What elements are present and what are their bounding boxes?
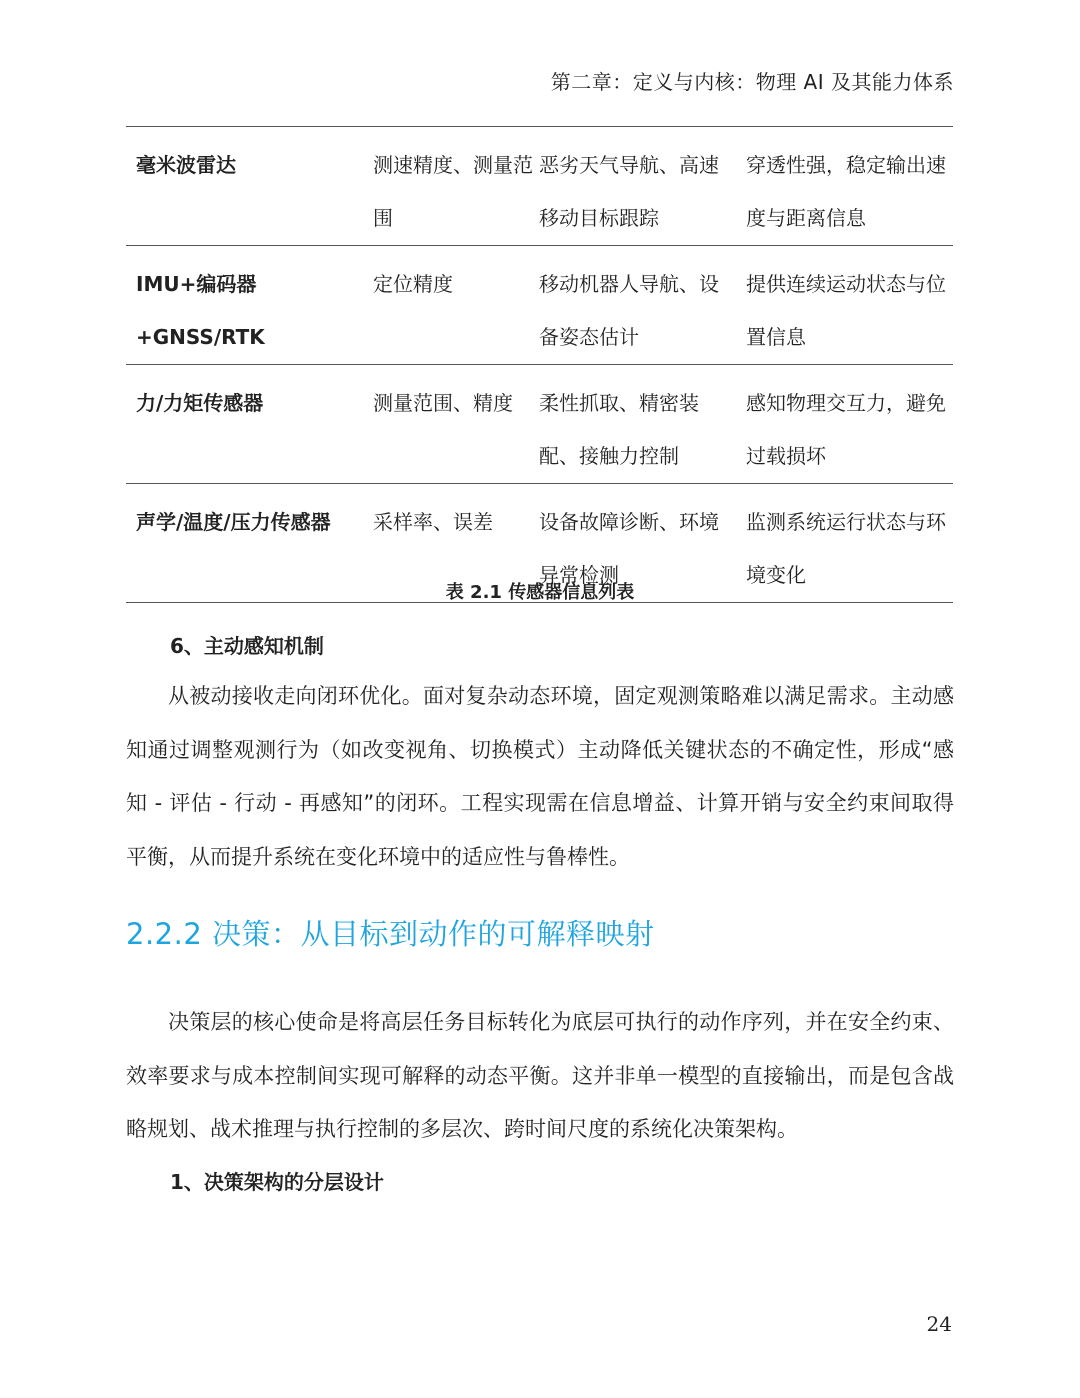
page-number: 24 [926,1312,952,1336]
scenario-cell: 恶劣天气导航、高速移动目标跟踪 [538,127,744,246]
table-row [126,127,953,246]
subsection-heading: 1、决策架构的分层设计 [170,1170,384,1194]
metric-cell: 定位精度 [363,246,538,365]
table-row [126,246,953,365]
sensor-cell: 声学/温度/压力传感器 [126,484,363,603]
sensor-table [126,127,953,603]
section-heading: 2.2.2 决策：从目标到动作的可解释映射 [126,917,655,951]
value-cell: 监测系统运行状态与环境变化 [744,484,953,603]
sensor-cell: IMU+编码器+GNSS/RTK [126,246,363,365]
metric-cell: 测量范围、精度 [363,365,538,484]
scenario-cell: 设备故障诊断、环境异常检测 [538,484,744,603]
value-cell: 穿透性强，稳定输出速度与距离信息 [744,127,953,246]
section-6-heading: 6、主动感知机制 [170,634,324,658]
page-header: 第二章：定义与内核：物理 AI 及其能力体系 [550,70,954,94]
scenario-cell: 移动机器人导航、设备姿态估计 [538,246,744,365]
section-6-paragraph: 从被动接收走向闭环优化。面对复杂动态环境，固定观测策略难以满足需求。主动感知通过调整观测行为（如改变视角、切换模式）主动降低关键状态的不确定性，形成“感知 - 评估 - 行动 - 再感知”的闭环。工程实现需在信息增益、计算开销与安全约束间取得平衡，从而提升系统在变化环境中的适应性与鲁棒性。 [126,684,954,869]
sensor-cell: 毫米波雷达 [126,127,363,246]
table-row [126,365,953,484]
value-cell: 感知物理交互力，避免过载损坏 [744,365,953,484]
section-222-paragraph: 决策层的核心使命是将高层任务目标转化为底层可执行的动作序列，并在安全约束、效率要求与成本控制间实现可解释的动态平衡。这并非单一模型的直接输出，而是包含战略规划、战术推理与执行控制的多层次、跨时间尺度的系统化决策架构。 [126,1010,954,1141]
table-caption: 表 2.1 传感器信息列表 [445,582,635,603]
scenario-cell: 柔性抓取、精密装配、接触力控制 [538,365,744,484]
metric-cell: 采样率、误差 [363,484,538,603]
metric-cell: 测速精度、测量范围 [363,127,538,246]
sensor-cell: 力/力矩传感器 [126,365,363,484]
value-cell: 提供连续运动状态与位置信息 [744,246,953,365]
